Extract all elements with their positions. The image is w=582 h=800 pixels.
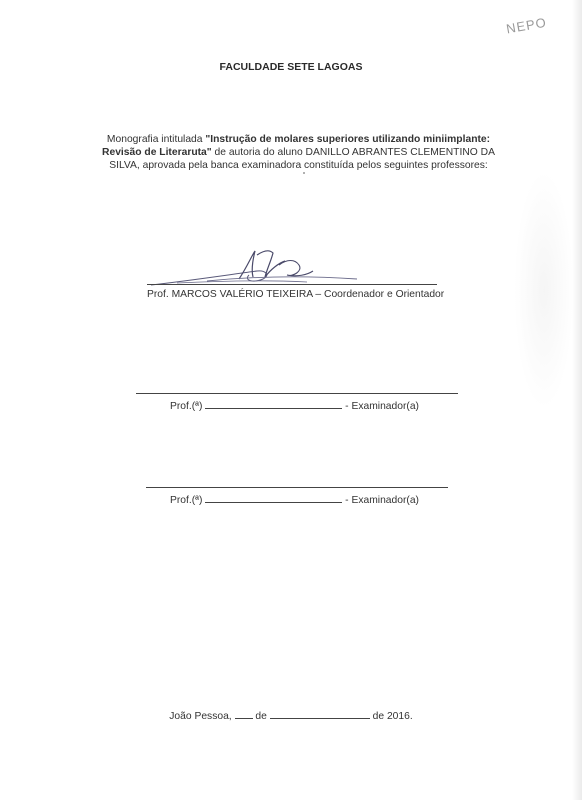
month-blank bbox=[270, 708, 370, 719]
advisor-signature-line bbox=[147, 284, 437, 285]
examiner-2-caption bbox=[170, 492, 419, 506]
advisor-caption: Prof. MARCOS VALÉRIO TEIXEIRA – Coordenador e Orientador bbox=[147, 289, 445, 300]
place-and-date bbox=[0, 708, 582, 722]
examiner-1-prefix: Prof.(ª) bbox=[170, 401, 203, 412]
examiner-1-caption bbox=[170, 398, 419, 412]
thesis-title: "Instrução de molares superiores utilizando miniimplante: Revisão de Literaruta" bbox=[102, 134, 491, 158]
examiner-2-prefix: Prof.(ª) bbox=[170, 495, 203, 506]
examiner-1-name-blank bbox=[205, 398, 342, 409]
day-blank bbox=[235, 708, 253, 719]
corner-handwritten-note: NEPO bbox=[505, 14, 548, 37]
examiner-2-suffix: - Examinador(a) bbox=[345, 495, 419, 506]
intro-suffix: de autoria do aluno DANILLO ABRANTES CLEMENTINO DA SILVA, aprovada pela banca examinadora constituída pelos seguintes professores: bbox=[109, 147, 495, 171]
advisor-signature-block bbox=[147, 245, 447, 305]
closing-city: João Pessoa, bbox=[169, 711, 232, 722]
examiner-2-name-blank bbox=[205, 492, 342, 503]
approval-statement bbox=[86, 133, 511, 172]
intro-prefix: Monografia intitulada bbox=[106, 134, 206, 145]
scan-smudge bbox=[514, 170, 574, 410]
closing-de: de bbox=[255, 711, 267, 722]
stray-mark bbox=[303, 172, 305, 174]
examiner-2-signature-line bbox=[146, 487, 448, 488]
handwritten-signature bbox=[147, 245, 447, 289]
examiner-1-signature-line bbox=[136, 393, 458, 394]
examiner-1-suffix: - Examinador(a) bbox=[345, 401, 419, 412]
institution-title: FACULDADE SETE LAGOAS bbox=[219, 61, 363, 73]
closing-year: de 2016. bbox=[372, 711, 413, 722]
